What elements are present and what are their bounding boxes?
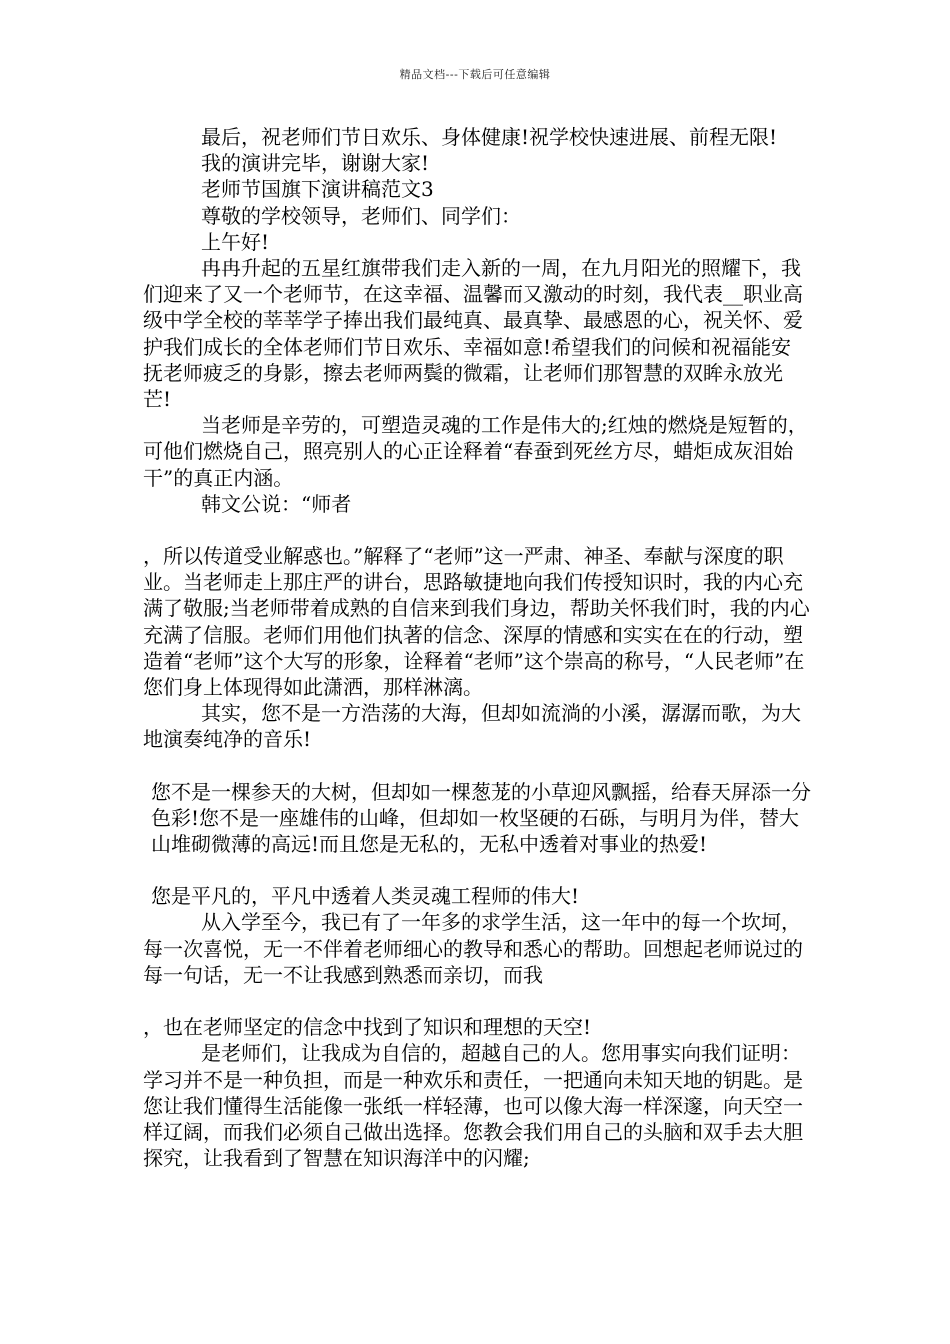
paragraph-ordinary-greatness: 您是平凡的，平凡中透着人类灵魂工程师的伟大! [151, 884, 580, 909]
paragraph-section-title: 老师节国旗下演讲稿范文3 [201, 177, 434, 202]
paragraph-salutation: 尊敬的学校领导，老师们、同学们： [201, 203, 521, 228]
paragraph-confidence: 是老师们，让我成为自信的，超越自己的人。您用事实向我们证明：学习并不是一种负担，而是一种欢乐和责任，一把通向未知天地的钥匙。是您让我们懂得生活能像一张纸一样轻薄，也可以像大海一样深邃，向天空一样辽阔，而我们必须自己做出选择。您教会我们用自己的头脑和双手去大胆探究，让我看到了智慧在知识海洋中的闪耀; [143, 1041, 803, 1171]
paragraph-han-wengong-quote: 韩文公说：“师者 [201, 491, 352, 516]
paragraph-tree-metaphor: 您不是一棵参天的大树，但却如一棵葱茏的小草迎风飘摇，给春天屏添一分色彩!您不是一座雄伟的山峰，但却如一枚坚硬的石砾，与明月为伴，替大山堆砌微薄的高远!而且您是无私的，无私中透着对事业的热爱! [151, 779, 811, 857]
paragraph-teacher-hardship: 当老师是辛劳的，可塑造灵魂的工作是伟大的;红烛的燃烧是短暂的，可他们燃烧自己，照亮别人的心正诠释着“春蚕到死丝方尽，蜡炬成灰泪始干”的真正内涵。 [143, 413, 808, 490]
paragraph-flag-raising: 冉冉升起的五星红旗带我们走入新的一周，在九月阳光的照耀下，我们迎来了又一个老师节，在这幸福、温馨而又激动的时刻，我代表__职业高级中学全校的莘莘学子捧出我们最纯真、最真挚、最感恩的心，祝关怀、爱护我们成长的全体老师们节日欢乐、幸福如意!希望我们的问候和祝福能安抚老师疲乏的身影，擦去老师两鬓的微霜，让老师们那智慧的双眸永放光芒! [143, 256, 803, 412]
page-header: 精品文档---下载后可任意编辑 [399, 68, 551, 81]
paragraph-school-life: 从入学至今，我已有了一年多的求学生活，这一年中的每一个坎坷，每一次喜悦，无一不伴着老师细心的教导和悉心的帮助。回想起老师说过的每一句话，无一不让我感到熟悉而亲切，而我 [143, 910, 803, 987]
paragraph-speech-end: 我的演讲完毕，谢谢大家! [201, 151, 430, 176]
document-body [143, 124, 811, 1171]
paragraph-stream-metaphor: 其实，您不是一方浩荡的大海，但却如流淌的小溪，潺潺而歌，为大地演奏纯净的音乐! [143, 701, 801, 752]
paragraph-teacher-profession: ，所以传道受业解惑也。”解释了“老师”这一严肃、神圣、奉献与深度的职业。当老师走上那庄严的讲台，思路敏捷地向我们传授知识时，我的内心充满了敬服;当老师带着成熟的自信来到我们身边，帮助关怀我们时，我的内心充满了信服。老师们用他们执著的信念、深厚的情感和实实在在的行动，塑造着“老师”这个大写的形象，诠释着“老师”这个崇高的称号，“人民老师”在您们身上体现得如此潇洒，那样淋漓。 [143, 544, 810, 700]
paragraph-greeting: 上午好! [201, 229, 270, 254]
paragraph-closing-wishes: 最后，祝老师们节日欢乐、身体健康!祝学校快速进展、前程无限! [201, 125, 778, 149]
paragraph-knowledge-sky: ，也在老师坚定的信念中找到了知识和理想的天空! [143, 1015, 592, 1040]
